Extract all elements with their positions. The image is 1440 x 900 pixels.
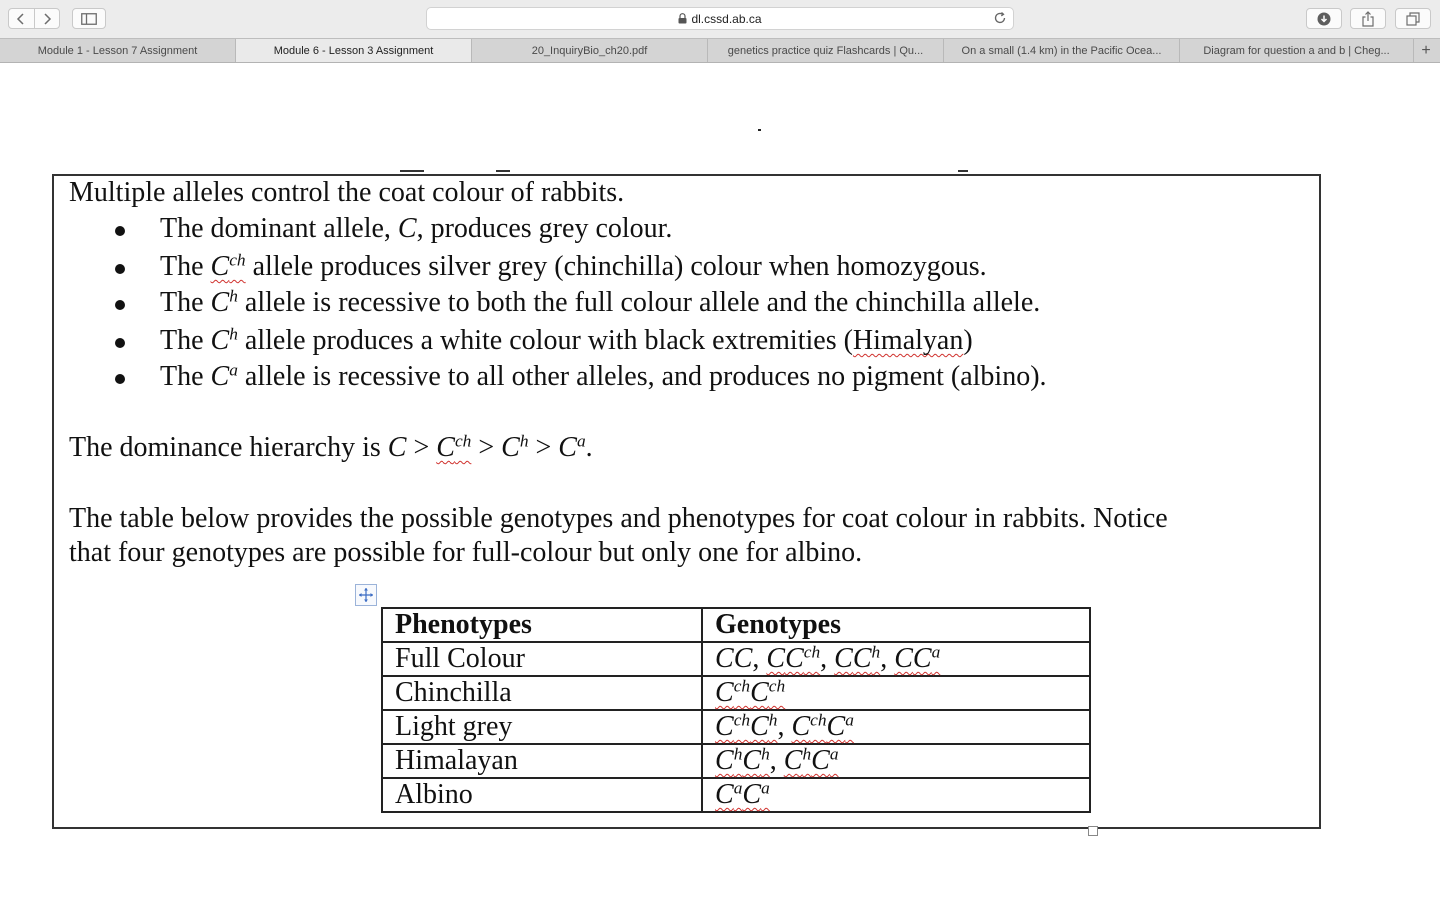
table-row [382, 676, 1090, 710]
genotype: $CC^a$ [894, 642, 941, 674]
tab-label: Diagram for question a and b | Cheg... [1203, 44, 1390, 57]
tab-label: genetics practice quiz Flashcards | Qu... [727, 44, 924, 57]
bullet-item: The dominant allele, C, produces grey colour. [160, 213, 673, 244]
genotype: $C^{ch}C^h$ [715, 710, 778, 742]
tab-label: On a small (1.4 km) in the Pacific Ocea... [961, 44, 1162, 57]
header-genotypes: Genotypes [702, 608, 1090, 642]
tab-label: Module 1 - Lesson 7 Assignment [37, 44, 198, 57]
tab-module1-lesson7[interactable] [0, 39, 236, 62]
phenotype-cell: Full Colour [382, 642, 702, 676]
genotype-cell [702, 778, 1090, 812]
bullet-item: The $C^h$ allele is recessive to both the full colour allele and the chinchilla allele. [160, 286, 1041, 318]
resize-handle-icon[interactable] [1088, 826, 1098, 836]
intro-text: Multiple alleles control the coat colour of rabbits. [69, 177, 625, 208]
tab-inquirybio-pdf[interactable] [472, 39, 708, 62]
table-row [382, 778, 1090, 812]
tab-chegg-diagram[interactable] [1180, 39, 1414, 62]
bullet-item: The $C^h$ allele produces a white colour with black extremities (Himalyan) [160, 324, 973, 356]
move-handle-icon[interactable] [355, 584, 377, 606]
plus-icon: + [1421, 41, 1431, 59]
nav-buttons [8, 8, 60, 29]
tab-bar [0, 38, 1440, 63]
sidebar-button[interactable] [72, 8, 106, 29]
genotype: $CC^h$ [834, 642, 881, 674]
browser-toolbar [0, 0, 1440, 38]
genotype: $C^{ch}C^{ch}$ [715, 676, 786, 708]
phenotype-cell: Albino [382, 778, 702, 812]
phenotype-cell: Himalayan [382, 744, 702, 778]
phenotype-cell: Chinchilla [382, 676, 702, 710]
table-description-line1: The table below provides the possible genotypes and phenotypes for coat colour in rabbits. Notice [69, 503, 1168, 534]
genotype-cell: $C^{ch}C^h$, $C^{ch}C^a$ [702, 710, 1090, 744]
lock-icon [678, 13, 687, 24]
chevron-left-icon [16, 13, 26, 25]
share-button[interactable] [1350, 8, 1386, 29]
url-text: dl.cssd.ab.ca [691, 11, 762, 26]
genotype: CC [715, 643, 753, 674]
bullet-icon [115, 226, 125, 236]
sidebar-icon [81, 13, 97, 25]
download-icon [1317, 12, 1331, 26]
tabs-overview-icon [1406, 12, 1420, 26]
downloads-button[interactable] [1306, 8, 1342, 29]
table-row [382, 642, 1090, 676]
tabs-overview-button[interactable] [1395, 8, 1431, 29]
bullet-icon [115, 374, 125, 384]
genotype: $CC^{ch}$ [766, 642, 821, 674]
genotype-cell: CC, $CC^{ch}$, $CC^h$, $CC^a$ [702, 642, 1090, 676]
tab-label: Module 6 - Lesson 3 Assignment [273, 44, 434, 57]
table-row [382, 710, 1090, 744]
genotype: $C^aC^a$ [715, 778, 770, 810]
reload-icon[interactable] [993, 11, 1007, 25]
genotype: $C^{ch}C^a$ [791, 710, 854, 742]
genotype-cell: $C^hC^h$, $C^hC^a$ [702, 744, 1090, 778]
tab-genetics-quiz[interactable] [708, 39, 944, 62]
header-phenotypes: Phenotypes [382, 608, 702, 642]
phenotype-cell: Light grey [382, 710, 702, 744]
chevron-right-icon [42, 13, 52, 25]
back-button[interactable] [9, 9, 35, 28]
genotype-table [381, 607, 1091, 813]
address-bar[interactable] [426, 7, 1014, 30]
table-description-line2: that four genotypes are possible for full-colour but only one for albino. [69, 537, 863, 568]
share-icon [1361, 11, 1375, 27]
new-tab-button[interactable] [1414, 39, 1438, 62]
tab-module6-lesson3[interactable] [236, 39, 472, 62]
bullet-item: The $C^{ch}$ allele produces silver grey (chinchilla) colour when homozygous. [160, 250, 987, 282]
bullet-icon [115, 264, 125, 274]
cropped-text-marks [400, 170, 970, 173]
tab-label: 20_InquiryBio_ch20.pdf [531, 44, 648, 57]
table-header-row [382, 608, 1090, 642]
bullet-icon [115, 300, 125, 310]
tab-pacific-ocean[interactable] [944, 39, 1180, 62]
genotype: $C^hC^h$ [715, 744, 770, 776]
stray-mark [758, 129, 761, 131]
forward-button[interactable] [35, 9, 60, 28]
dominance-hierarchy: The dominance hierarchy is $C > C^{ch} > C^h > C^a$. [69, 431, 593, 463]
genotype: $C^hC^a$ [783, 744, 839, 776]
table-row [382, 744, 1090, 778]
bullet-item: The $C^a$ allele is recessive to all other alleles, and produces no pigment (albino). [160, 360, 1047, 392]
bullet-icon [115, 338, 125, 348]
genotype-cell [702, 676, 1090, 710]
